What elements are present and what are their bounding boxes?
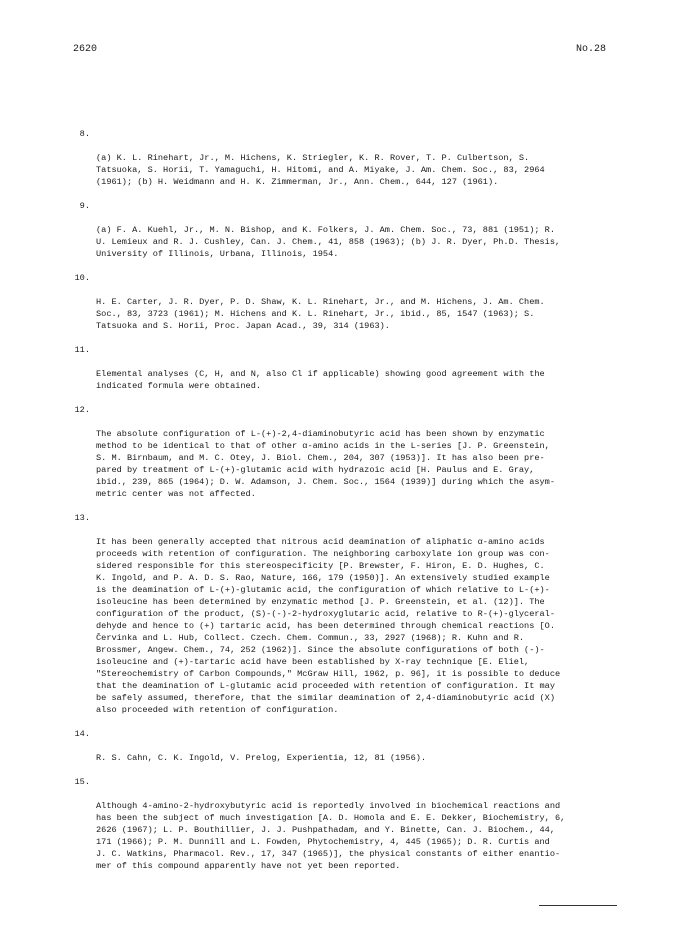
reference-8 [64, 128, 624, 188]
reference-text: Elemental analyses (C, H, and N, also Cl if applicable) showing good agreement with the indicated formula were obtained. [96, 369, 545, 391]
reference-list [64, 128, 624, 884]
footer-rule [539, 905, 617, 906]
reference-number: 11. [74, 345, 90, 355]
reference-12 [64, 404, 624, 500]
reference-11 [64, 344, 624, 392]
reference-text: The absolute configuration of L-(+)-2,4-diaminobutyric acid has been shown by enzymatic method to be identical to that of other α-amino acids in the L-series [J. P. Greenstein, S. M. Birnbaum, and M. C. Otey, J. Biol. Chem., 204, 307 (1953)]. It has also been pre- pared by treatment of L-(+)-glutamic acid with hydrazoic acid [H. Paulus and E. Gray, ibid., 239, 865 (1964); D. W. Adamson, J. Chem. Soc., 1564 (1939)] during which the asym- metric center was not affected. [96, 429, 555, 499]
reference-13 [64, 512, 624, 716]
reference-15 [64, 776, 624, 872]
reference-number: 13. [74, 513, 90, 523]
page-number: 2620 [73, 44, 98, 55]
reference-text: H. E. Carter, J. R. Dyer, P. D. Shaw, K. L. Rinehart, Jr., and M. Hichens, J. Am. Chem. Soc., 83, 3723 (1961); M. Hichens and K. L. Rinehart, Jr., ibid., 85, 1547 (1963); S. Tatsuoka and S. Horii, Proc. Japan Acad., 39, 314 (1963). [96, 297, 545, 331]
reference-10 [64, 272, 624, 332]
reference-text: Although 4-amino-2-hydroxybutyric acid is reportedly involved in biochemical reactions and has been the subject of much investigation [A. D. Homola and E. E. Dekker, Biochemistry, 6, 2626 (1967); L. P. Bouthillier, J. J. Pushpathadam, and Y. Binette, Can. J. Biochem., 44, 171 (1966); P. M. Dunnill and L. Fowden, Phytochemistry, 4, 445 (1965); D. R. Curtis and J. C. Watkins, Pharmacol. Rev., 17, 347 (1965)], the physical constants of either enantio- mer of this compound apparently have not yet been reported. [96, 801, 566, 871]
reference-number: 15. [74, 777, 90, 787]
reference-number: 9. [79, 201, 90, 211]
reference-number: 12. [74, 405, 90, 415]
reference-9 [64, 200, 624, 260]
reference-number: 8. [79, 129, 90, 139]
reference-text: (a) K. L. Rinehart, Jr., M. Hichens, K. Striegler, K. R. Rover, T. P. Culbertson, S. Tatsuoka, S. Horii, T. Yamaguchi, H. Hitomi, and A. Miyake, J. Am. Chem. Soc., 83, 2964 (1961); (b) H. Weidmann and H. K. Zimmerman, Jr., Ann. Chem., 644, 127 (1961). [96, 153, 545, 187]
reference-text: R. S. Cahn, C. K. Ingold, V. Prelog, Experientia, 12, 81 (1956). [96, 753, 427, 763]
reference-text: (a) F. A. Kuehl, Jr., M. N. Bishop, and K. Folkers, J. Am. Chem. Soc., 73, 881 (1951); R. U. Lemieux and R. J. Cushley, Can. J. Chem., 41, 858 (1963); (b) J. R. Dyer, Ph.D. Thesis, University of Illinois, Urbana, Illinois, 1954. [96, 225, 561, 259]
reference-number: 14. [74, 729, 90, 739]
reference-14 [64, 728, 624, 764]
reference-text: It has been generally accepted that nitrous acid deamination of aliphatic α-amino acids proceeds with retention of configuration. The neighboring carboxylate ion group was con- sidered responsible for this stereospecificity [P. Brewster, F. Hiron, E. D. Hughes, C. K. Ingold, and P. A. D. S. Rao, Nature, 166, 179 (1950)]. An extensively studied example is the deamination of L-(+)-glutamic acid, the configuration of which relative to L-(+)- isoleucine has been determined by enzymatic method [J. P. Greenstein, et al. (12)]. The configuration of the product, (S)-(-)-2-hydroxyglutaric acid, relative to R-(+)-glyceral- dehyde and hence to (+) tartaric acid, has been determined through chemical reactions [O. Červinka and L. Hub, Collect. Czech. Chem. Commun., 33, 2927 (1968); R. Kuhn and R. Brossmer, Angew. Chem., 74, 252 (1962)]. Since the absolute configurations of both (-)- isoleucine and (+)-tartaric acid have been established by X-ray technique [E. Eliel, "Stereochemistry of Carbon Compounds," McGraw Hill, 1962, p. 96], it is possible to deduce that the deamination of L-glutamic acid proceeded with retention of configuration. It may be safely assumed, therefore, that the similar deamination of 2,4-diaminobutyric acid (X) also proceeded with retention of configuration. [96, 537, 561, 715]
issue-label: No.28 [576, 44, 607, 55]
reference-number: 10. [74, 273, 90, 283]
